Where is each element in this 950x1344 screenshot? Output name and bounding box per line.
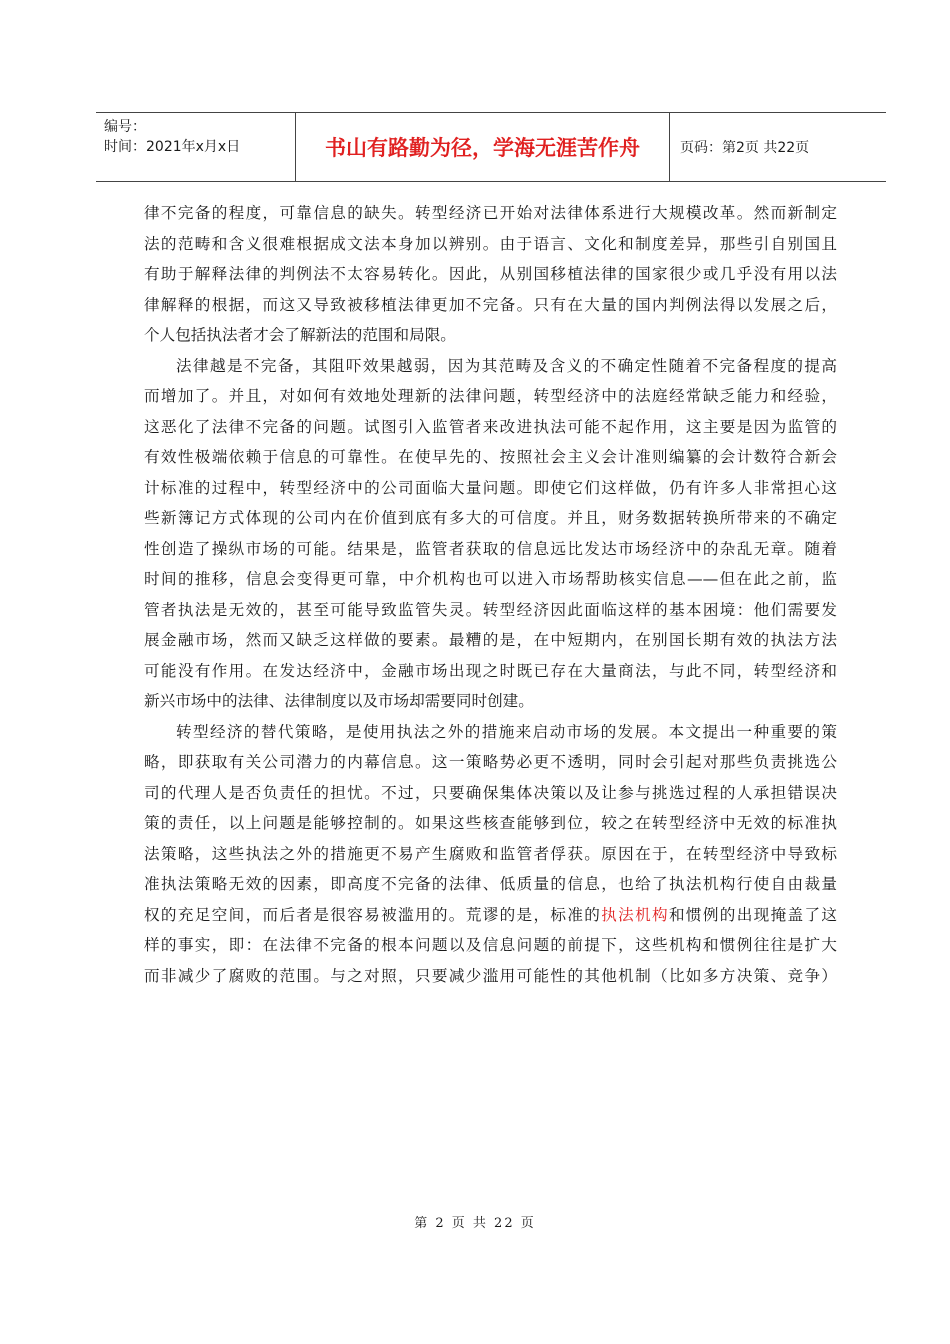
text-line: 转型经济的替代策略，是使用执法之外的措施来启动市场的发展。本文提出一种重要的策 [176,722,837,741]
text-line: 而非减少了腐败的范围。与之对照，只要减少滥用可能性的其他机制（比如多方决策、竞争） [144,966,837,985]
serial-label: 编号： [104,119,146,135]
text-segment: 权的充足空间，而后者是很容易被滥用的。荒谬的是，标准的 [144,905,602,924]
time-label: 时间：2021年x月x日 [104,139,241,155]
text-line: 性创造了操纵市场的可能。结果是，监管者获取的信息远比发达市场经济中的杂乱无章。随着 [144,539,837,558]
text-line: 可能没有作用。在发达经济中，金融市场出现之时既已存在大量商法，与此不同，转型经济和 [144,661,837,680]
text-line: 准执法策略无效的因素，即高度不完备的法律、低质量的信息，也给了执法机构行使自由裁量 [144,875,837,893]
text-line: 略，即获取有关公司潜力的内幕信息。这一策略势必更不透明，同时会引起对那些负责挑选公 [144,753,837,771]
paragraph-2 [144,351,837,717]
text-line: 这恶化了法律不完备的问题。试图引入监管者来改进执法可能不起作用，这主要是因为监管的 [144,417,837,436]
text-line: 律不完备的程度，可靠信息的缺失。转型经济已开始对法律体系进行大规模改革。然而新制定 [144,204,837,222]
text-line: 有助于解释法律的判例法不太容易转化。因此，从别国移植法律的国家很少或几乎没有用以法 [144,265,837,283]
paragraph-3 [144,717,837,992]
text-line: 展金融市场，然而又缺乏这样做的要素。最糟的是，在中短期内，在别国长期有效的执法方法 [144,631,837,649]
text-line: 律解释的根据，而这又导致被移植法律更加不完备。只有在大量的国内判例法得以发展之后， [144,295,837,314]
text-line: 样的事实，即：在法律不完备的根本问题以及信息问题的前提下，这些机构和惯例往往是扩大 [144,936,837,954]
text-line: 而增加了。并且，对如何有效地处理新的法律问题，转型经济中的法庭经常缺乏能力和经验， [144,387,837,405]
text-line: 法策略，这些执法之外的措施更不易产生腐败和监管者俘获。原因在于，在转型经济中导致标 [144,844,837,863]
header-meta [96,113,296,181]
text-segment: 和惯例的出现掩盖了这 [668,905,837,924]
text-line-with-link [144,900,837,931]
paragraph-1 [144,198,837,351]
text-line: 策的责任，以上问题是能够控制的。如果这些核查能够到位，较之在转型经济中无效的标准执 [144,814,837,832]
text-line: 时间的推移，信息会变得更可靠，中介机构也可以进入市场帮助核实信息——但在此之前，监 [144,570,837,588]
text-line: 司的代理人是否负责任的担忧。不过，只要确保集体决策以及让参与挑选过程的人承担错误决 [144,783,837,802]
header-page-label: 页码：第2页 共22页 [680,140,810,156]
document-body [144,198,837,991]
text-line: 计标准的过程中，转型经济中的公司面临大量问题。即使它们这样做，仍有许多人非常担心这 [144,478,837,497]
text-line: 新兴市场中的法律、法律制度以及市场却需要同时创建。 [144,692,534,710]
text-line: 些新簿记方式体现的公司内在价值到底有多大的可信度。并且，财务数据转换所带来的不确定 [144,509,837,527]
text-line: 有效性极端依赖于信息的可靠性。在使早先的、按照社会主义会计准则编纂的会计数符合新会 [144,448,837,466]
text-line: 法的范畴和含义很难根据成文法本身加以辨别。由于语言、文化和制度差异，那些引自别国且 [144,234,837,253]
text-line: 个人包括执法者才会了解新法的范围和局限。 [144,326,456,344]
page-header [96,112,886,182]
enforcement-agency-link[interactable]: 执法机构 [601,905,669,924]
header-motto: 书山有路勤为径，学海无涯苦作舟 [296,113,670,181]
text-line: 法律越是不完备，其阻吓效果越弱，因为其范畴及含义的不确定性随着不完备程度的提高 [176,356,837,375]
page-footer: 第 2 页 共 22 页 [414,1216,536,1231]
text-line: 管者执法是无效的，甚至可能导致监管失灵。转型经济因此面临这样的基本困境：他们需要发 [144,600,837,619]
